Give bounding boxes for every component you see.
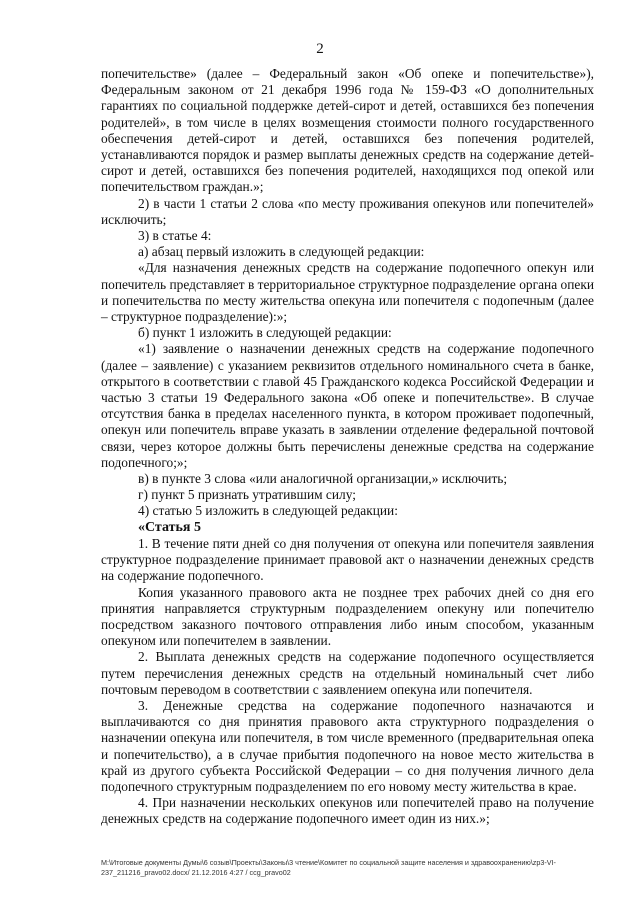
paragraph: 3) в статье 4: bbox=[138, 228, 212, 244]
paragraph: «Для назначения денежных средств на содержание подопечного опекун или попечитель представляет в территориальное структурное подразделение органа опеки и попечительства по месту жительства опекуна или попечителя с подопечным (далее – структурное подразделение):»; bbox=[101, 260, 594, 325]
paragraph: г) пункт 5 признать утратившим силу; bbox=[138, 487, 356, 503]
paragraph: 2) в части 1 статьи 2 слова «по месту проживания опекунов или попечителей» исключить; bbox=[101, 195, 594, 227]
document-body bbox=[101, 66, 594, 828]
paragraph: б) пункт 1 изложить в следующей редакции: bbox=[138, 325, 392, 341]
paragraph: 4. При назначении нескольких опекунов или попечителей право на получение денежных средств на содержание подопечного имеет один из них.»; bbox=[101, 795, 594, 827]
page-number: 2 bbox=[316, 41, 324, 57]
footer-line-2: 237_211216_pravo02.docx/ 21.12.2016 4:27 / ccg_pravo02 bbox=[101, 867, 291, 877]
footer-line-1: M:\Итоговые документы Думы\6 созыв\Проекты\Законы\3 чтение\Комитет по социальной защите населения и здравоохранению\zp3-VI- bbox=[101, 858, 556, 867]
paragraph: 3. Денежные средства на содержание подопечного назначаются и выплачиваются со дня принятия правового акта структурного подразделения о назначении опекуна или попечителя, в том числе временного (предварительная опека и попечительство), а в случае прибытия подопечного на новое место жительства в край из другого субъекта Российской Федерации – со дня получения личного дела подопечного структурным подразделением по его новому месту жительства в крае. bbox=[101, 697, 594, 794]
paragraph: Копия указанного правового акта не позднее трех рабочих дней со дня его принятия направляется структурным подразделением опекуну или попечителю посредством заказного почтового отправления либо иным способом, указанным опекуном или попечителем в заявлении. bbox=[101, 584, 594, 649]
paragraph: в) в пункте 3 слова «или аналогичной организации,» исключить; bbox=[138, 471, 508, 487]
article-heading: «Статья 5 bbox=[138, 519, 201, 535]
paragraph: «1) заявление о назначении денежных средств на содержание подопечного (далее – заявление) с указанием реквизитов отдельного номинального счета в банке, открытого в соответствии с главой 45 Гражданского кодекса Российской Федерации и частью 3 статьи 19 Федерального закона «Об опеке и попечительстве». В случае отсутствия банка в пределах населенного пункта, в котором проживает подопечный, опекун или попечитель вправе указать в заявлении отделение федеральной почтовой связи, через которое должны быть перечислены денежные средства на содержание подопечного;»; bbox=[101, 341, 594, 470]
paragraph: 1. В течение пяти дней со дня получения от опекуна или попечителя заявления структурное подразделение принимает правовой акт о назначении денежных средств на содержание подопечного. bbox=[101, 535, 594, 584]
paragraph: попечительстве» (далее – Федеральный закон «Об опеке и попечительстве»), Федеральным законом от 21 декабря 1996 года № 159-ФЗ «О дополнительных гарантиях по социальной поддержке детей-сирот и детей, оставшихся без попечения родителей», в том числе в целях возмещения стоимости полного государственного обеспечения детей-сирот и детей, оставшихся без попечения родителей, устанавливаются порядок и размер выплаты денежных средств на содержание детей-сирот и детей, оставшихся без попечения родителей, находящихся под опекой или попечительством граждан.»; bbox=[101, 66, 594, 195]
paragraph: 4) статью 5 изложить в следующей редакции: bbox=[138, 503, 398, 519]
file-path-footer bbox=[101, 858, 606, 877]
paragraph: 2. Выплата денежных средств на содержание подопечного осуществляется путем перечисления денежных средств на отдельный номинальный счет либо почтовым переводом в соответствии с заявлением опекуна или попечителя. bbox=[101, 649, 594, 697]
paragraph: а) абзац первый изложить в следующей редакции: bbox=[138, 244, 425, 260]
